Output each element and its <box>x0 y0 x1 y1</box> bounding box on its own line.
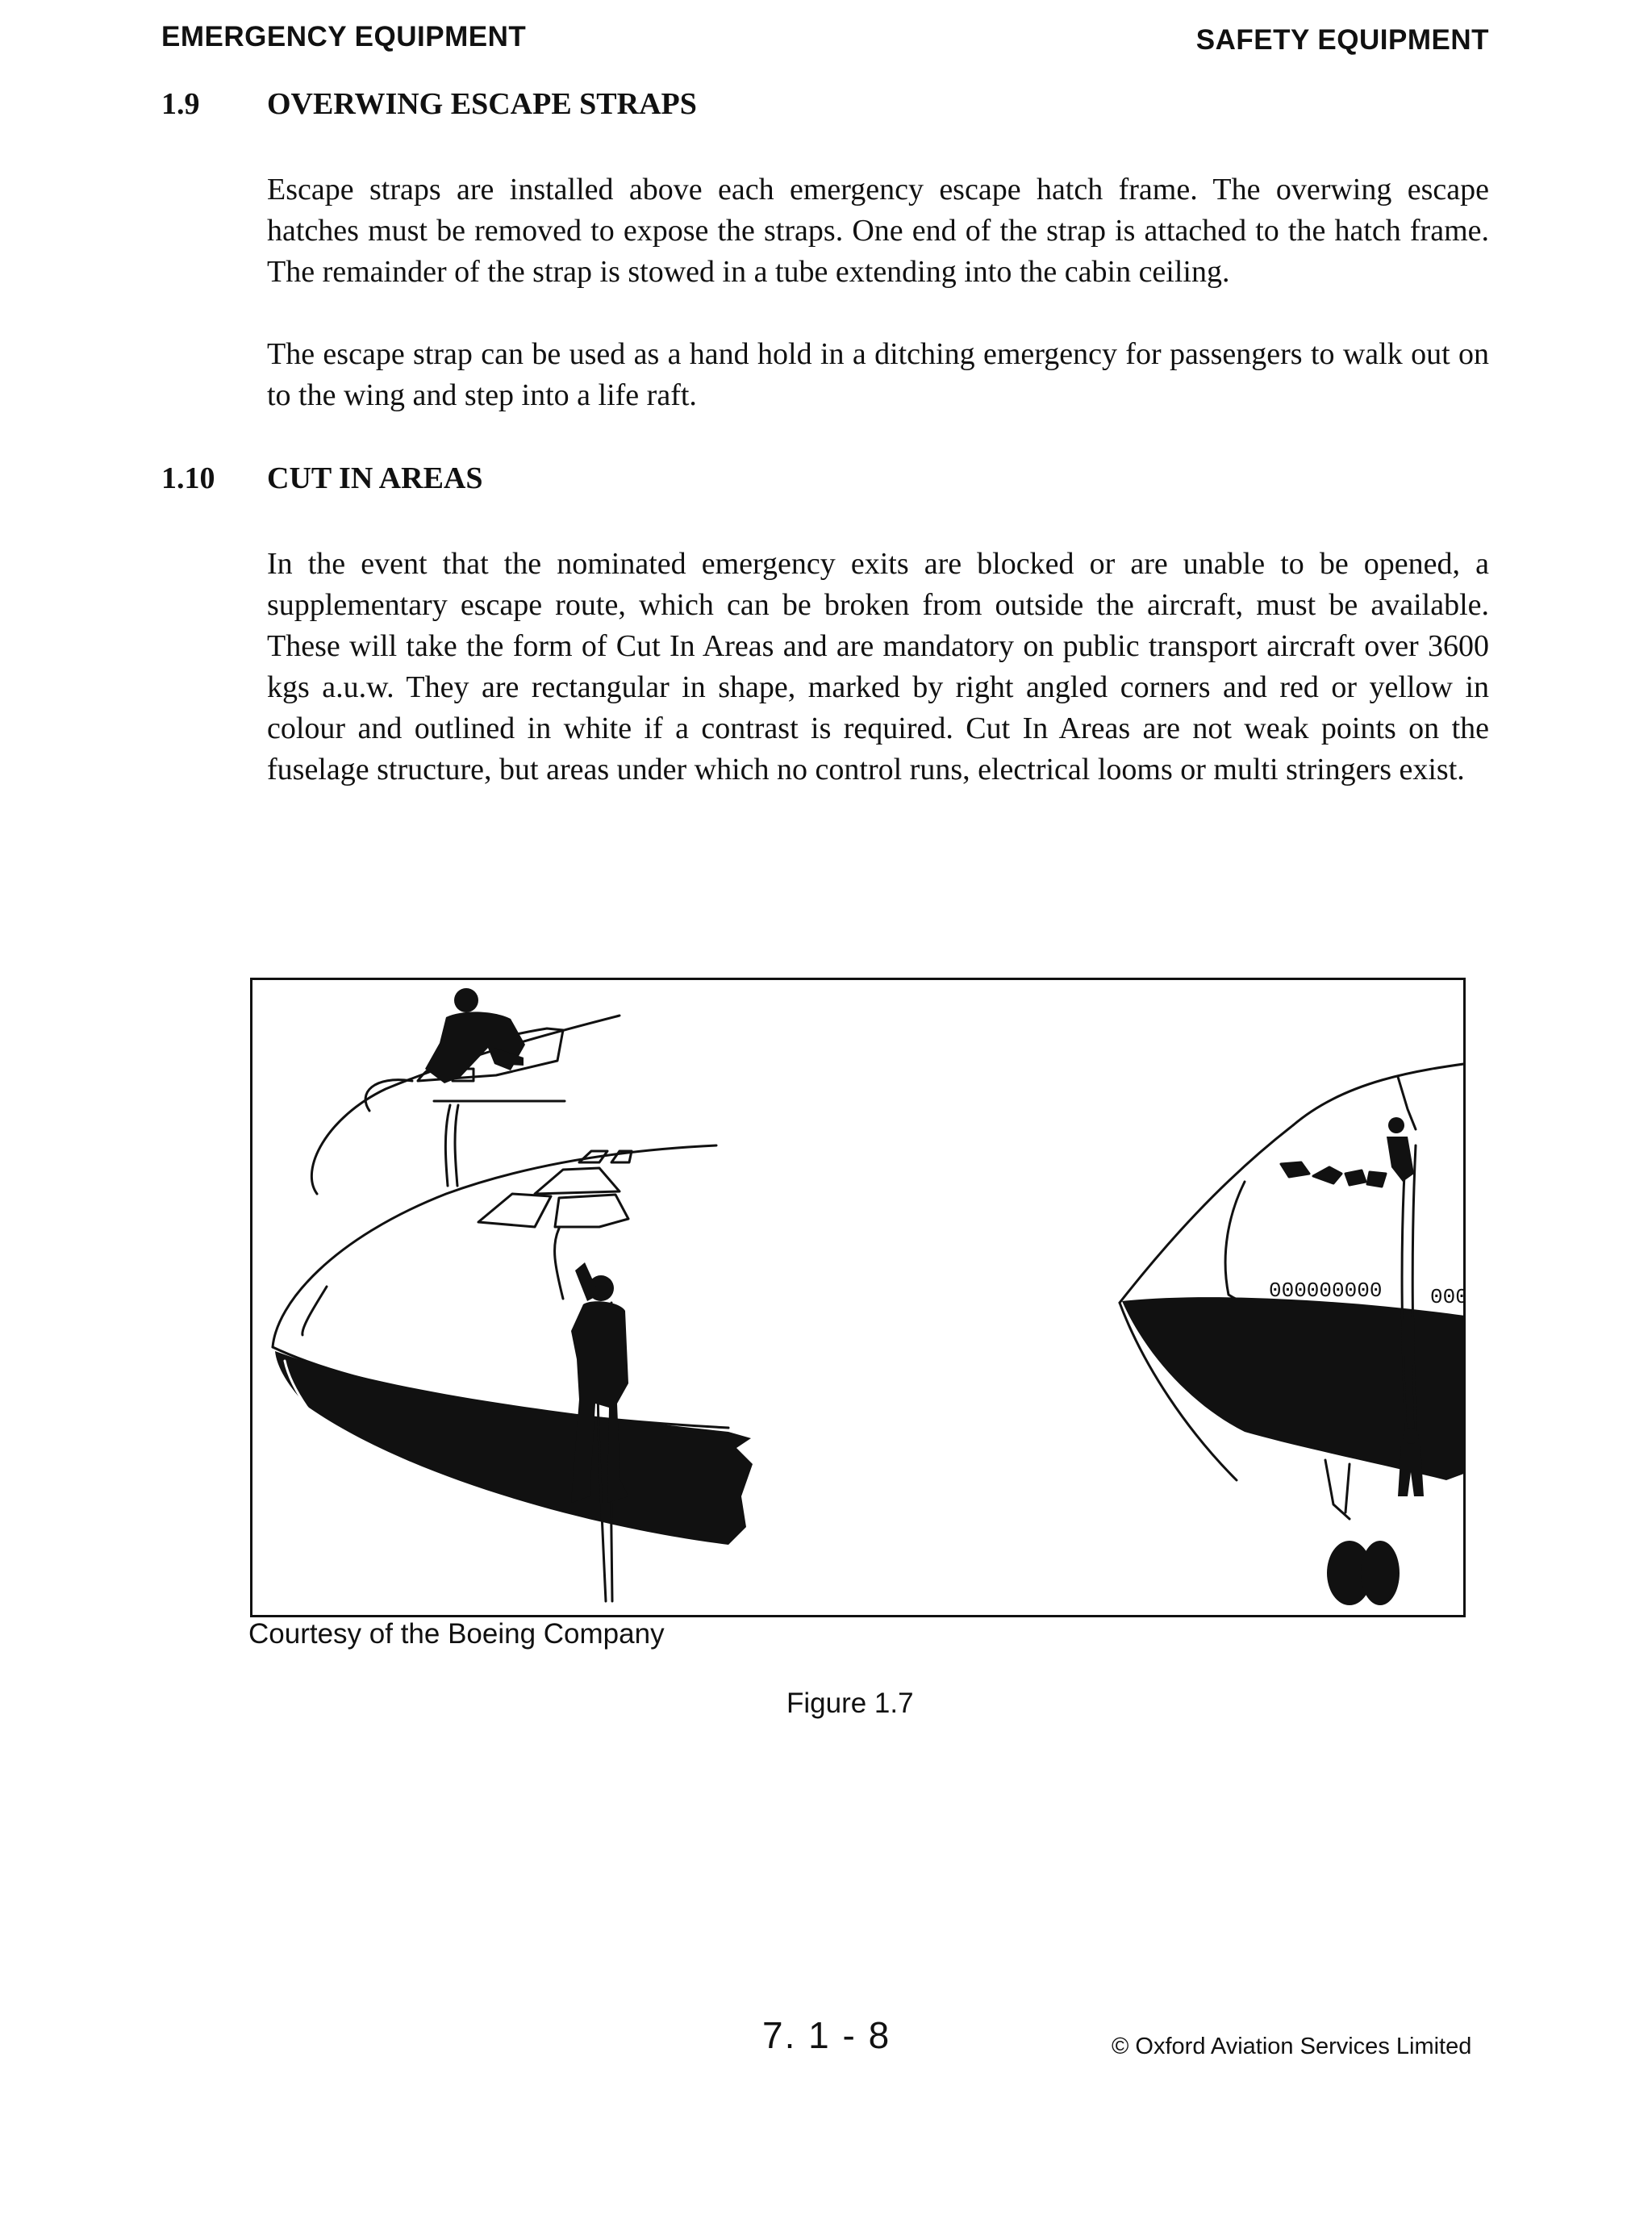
crew-member-top <box>1387 1117 1414 1182</box>
paragraph: The escape strap can be used as a hand hold in a ditching emergency for passengers to walk out on to the wing and step into a life raft. <box>267 337 1489 412</box>
copyright-notice: © Oxford Aviation Services Limited <box>1112 2034 1472 2059</box>
section-title: CUT IN AREAS <box>267 461 483 495</box>
section-number: 1.10 <box>161 461 215 495</box>
fuselage-dark-lower-band <box>275 1351 753 1545</box>
section-title: OVERWING ESCAPE STRAPS <box>267 87 697 121</box>
window-row-marks: 000000000 <box>1269 1279 1383 1303</box>
nose-landing-gear <box>1099 1460 1406 1617</box>
window-row-marks-aft: 000 <box>1430 1285 1468 1309</box>
section-number: 1.9 <box>161 87 200 121</box>
figure-label: Figure 1.7 <box>786 1688 914 1719</box>
header-left-title: EMERGENCY EQUIPMENT <box>161 21 527 52</box>
figure-credit: Courtesy of the Boeing Company <box>248 1618 665 1650</box>
header-right-title: SAFETY EQUIPMENT <box>1195 24 1489 56</box>
crew-member-at-hatch <box>425 988 525 1083</box>
aircraft-escape-illustration <box>252 980 1466 1617</box>
figure-illustration <box>250 978 1466 1617</box>
paragraph: In the event that the nominated emergency exits are blocked or are unable to be opened, a supplementary escape route, which can be broken from outside the aircraft, must be available. These will take the form of Cut In Areas and are mandatory on public transport aircraft over 3600 kgs a.u.w. They are rectangular in shape, marked by right angled corners and red or yellow in colour and outlined in white if a contrast is required. Cut In Areas are not weak points on the fuselage structure, but areas under which no control runs, electrical looms or multi stringers exist. <box>267 547 1489 786</box>
page-number: 7. 1 - 8 <box>762 2014 891 2056</box>
paragraph: Escape straps are installed above each emergency escape hatch frame. The overwing escape hatches must be removed to expose the straps. One end of the strap is attached to the hatch frame. The remainder of the strap is stowed in a tube extending into the cabin ceiling. <box>267 173 1489 289</box>
